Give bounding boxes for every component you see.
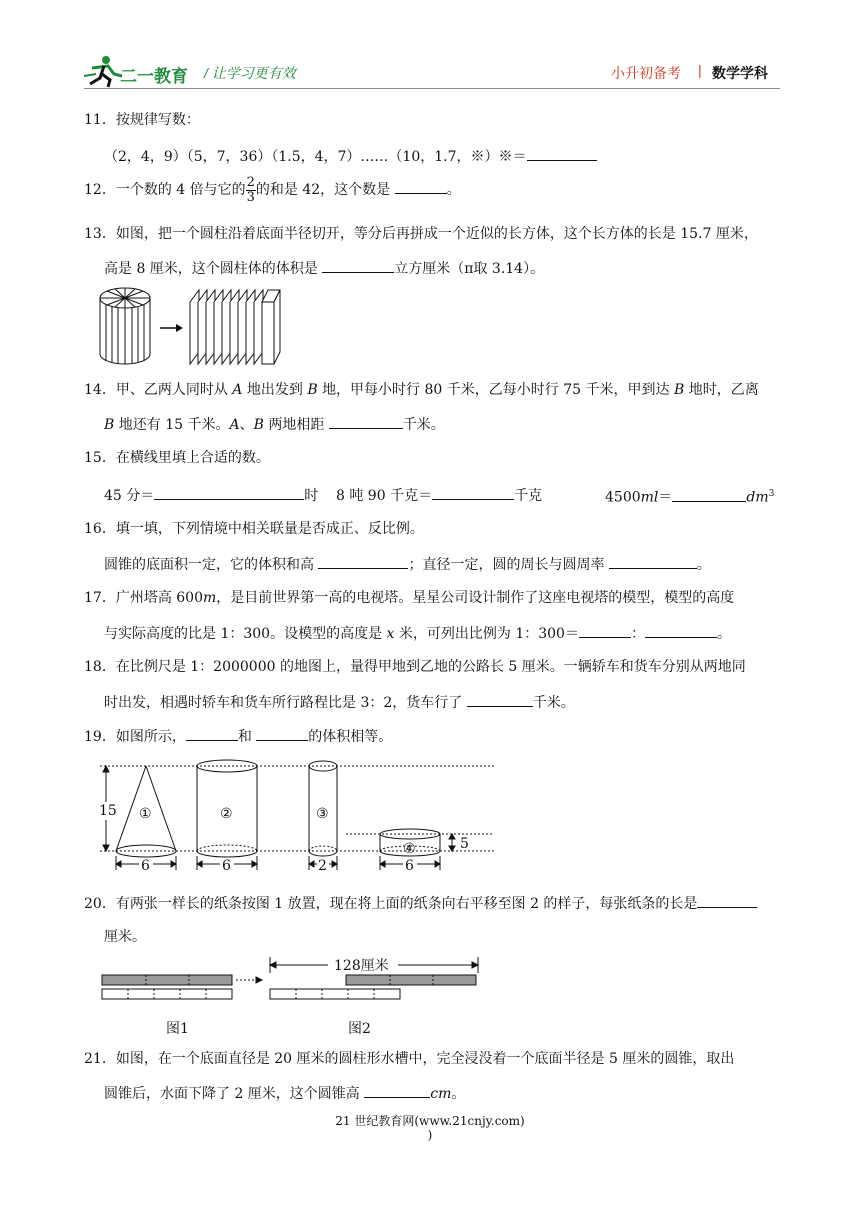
q21-answer-blank[interactable] <box>364 1083 430 1098</box>
header-separator: | <box>698 62 702 78</box>
q13-answer-blank[interactable] <box>322 258 394 273</box>
header <box>0 0 860 90</box>
q14-line2b: 、 <box>239 417 254 433</box>
q14-line2a: 地还有 15 千米。 <box>118 417 230 433</box>
height-label-15: 15 <box>99 803 117 819</box>
q17-line1 <box>84 589 734 607</box>
q15-c <box>605 485 774 507</box>
q12-frac-den: 3 <box>246 189 255 205</box>
q12-text-after: 的和是 42，这个数是 <box>255 182 391 198</box>
q16-end: 。 <box>696 557 711 573</box>
q18-line1: 18．在比例尺是 1：2000000 的地图上，量得甲地到乙地的公路长 5 厘米。一辆轿车和货车分别从两地同 <box>84 659 746 675</box>
q11-sequence <box>104 146 597 166</box>
q14-line1d: 地时，乙离 <box>688 382 759 398</box>
q19-line <box>84 726 392 746</box>
q19-b: 的体积相等。 <box>308 729 393 745</box>
q11-title: 11．按规律写数： <box>84 112 200 128</box>
q17-line2a: 与实际高度的比是 1：300。设模型的高度是 <box>104 626 383 642</box>
q13-line2a: 高是 8 厘米，这个圆柱体的体积是 <box>104 261 318 277</box>
shape-label-3: ③ <box>316 806 329 822</box>
diam-label-2: 6 <box>222 858 231 874</box>
q15-c-ml: ml <box>640 489 659 506</box>
q21-line2 <box>104 1083 465 1103</box>
diam-label-3: 2 <box>318 858 327 874</box>
header-category: 小升初备考 <box>611 65 681 81</box>
header-subject: 数学学科 <box>712 65 768 81</box>
q12-line <box>84 175 461 205</box>
q17-blank-1[interactable] <box>579 623 631 638</box>
q14-line2d: 千米。 <box>402 417 445 433</box>
q15-a <box>104 485 318 505</box>
q14-line2c: 两地相距 <box>268 417 325 433</box>
shape-label-1: ① <box>139 806 152 822</box>
q20-line1-text: 20．有两张一样长的纸条按图 1 放置，现在将上面的纸条向右平移至图 2 的样子，每张纸条的长是 <box>84 896 698 912</box>
q13-line2b: 立方厘米（π取 3.14）。 <box>394 261 545 277</box>
q15-a-text: 45 分＝ <box>104 488 155 504</box>
q14-var-B: B <box>307 382 318 398</box>
fig2-caption: 图2 <box>348 1021 371 1037</box>
q11-sequence-text: （2，4，9）（5，7，36）（1.5，4，7）……（10，1.7，※）※＝ <box>104 149 527 165</box>
q18-line2b: 千米。 <box>532 695 575 711</box>
header-slogan: / 让学习更有效 <box>204 65 296 81</box>
q19-blank-2[interactable] <box>256 726 308 741</box>
q21-line2a: 圆锥后，水面下降了 2 厘米，这个圆锥高 <box>104 1086 360 1102</box>
q15-c-eq: ＝ <box>658 489 673 506</box>
q14-var-B2: B <box>673 382 685 398</box>
q15-b-blank[interactable] <box>432 485 514 500</box>
q20-line1 <box>84 893 757 913</box>
q21-line1: 21．如图，在一个底面直径是 20 厘米的圆柱形水槽中，完全浸没着一个底面半径是 5 厘米的圆锥，取出 <box>84 1051 735 1067</box>
q12-end: 。 <box>446 182 461 198</box>
q20-line2: 厘米。 <box>104 929 146 945</box>
q12-text-before: 12．一个数的 4 倍与它的 <box>84 182 246 198</box>
q18-line2 <box>104 692 575 712</box>
q19-blank-1[interactable] <box>186 726 238 741</box>
cylinder-shape <box>100 288 150 364</box>
q18-answer-blank[interactable] <box>467 692 533 707</box>
q17-line2 <box>104 623 731 643</box>
q16-line <box>104 554 711 574</box>
q15-a-unit: 时 <box>304 488 319 504</box>
q14-var-A: A <box>232 382 243 398</box>
height-label-5: 5 <box>460 836 469 852</box>
q12-frac-num: 2 <box>246 174 255 190</box>
q15-a-blank[interactable] <box>154 485 304 500</box>
q15-c-sup: 3 <box>768 489 775 499</box>
q15-title: 15．在横线里填上合适的数。 <box>84 450 270 466</box>
q16-mid: ；直径一定，圆的周长与圆周率 <box>408 557 605 573</box>
q14-var-A2: A <box>229 417 240 433</box>
fig2-bottom-strip <box>270 989 400 999</box>
q15-b-text: 8 吨 90 千克＝ <box>336 488 433 504</box>
q16-b-blank[interactable] <box>609 554 697 569</box>
q16-a-blank[interactable] <box>318 554 408 569</box>
q17-colon: ： <box>630 626 645 642</box>
q11-answer-blank[interactable] <box>527 146 597 161</box>
fig1-bottom-strip <box>102 989 232 999</box>
q16-title: 16．填一填，下列情境中相关联量是否成正、反比例。 <box>84 521 424 537</box>
diam-label-1: 6 <box>141 858 150 874</box>
q13-line1: 13．如图，把一个圆柱沿着底面半径切开，等分后再拼成一个近似的长方体，这个长方体的长是 15.7 厘米， <box>84 226 758 242</box>
q16-a: 圆锥的底面积一定，它的体积和高 <box>104 557 314 573</box>
fig1-top-strip <box>102 975 232 985</box>
q17-m: m <box>203 590 217 606</box>
fig1-caption: 图1 <box>166 1021 189 1037</box>
q12-fraction <box>246 176 256 205</box>
cuboid-shape <box>190 290 280 364</box>
shape-label-2: ② <box>220 806 233 822</box>
q17-x: x <box>386 626 395 642</box>
footer-paren: ) <box>427 1128 433 1142</box>
q17-end: 。 <box>716 626 731 642</box>
q14-line1c: 地，甲每小时行 80 千米，乙每小时行 75 千米，甲到达 <box>322 382 670 398</box>
q13-line2 <box>104 258 544 278</box>
q21-unit: cm <box>430 1086 452 1102</box>
arrow-right-icon <box>160 324 183 332</box>
q20-figure <box>98 953 488 1043</box>
q15-c-unit: dm <box>746 489 769 506</box>
header-divider <box>84 88 780 89</box>
shape-label-4: ④ <box>403 841 416 857</box>
logo-text: 二一教育 <box>120 67 188 86</box>
footer-site: 21 世纪教育网(www.21cnjy.com) <box>335 1114 525 1128</box>
q19-and: 和 <box>237 729 252 745</box>
q15-b <box>336 485 542 505</box>
q15-c-num: 4500 <box>605 489 641 506</box>
q14-var-B4: B <box>253 417 264 433</box>
q15-c-blank[interactable] <box>672 487 746 502</box>
q14-line1a: 14．甲、乙两人同时从 <box>84 382 228 398</box>
q14-var-B3: B <box>104 417 115 433</box>
diam-label-4: 6 <box>405 858 414 874</box>
q13-figure <box>98 286 284 368</box>
q17-blank-2[interactable] <box>645 623 717 638</box>
q21-end: 。 <box>451 1086 466 1102</box>
q14-line1b: 地出发到 <box>246 382 303 398</box>
q17-line2b: 米，可列出比例为 1：300＝ <box>398 626 579 642</box>
fig2-length-label: 128厘米 <box>334 958 389 974</box>
q17-line1b: ，是目前世界第一高的电视塔。星星公司设计制作了这座电视塔的模型，模型的高度 <box>216 590 735 606</box>
q14-line2 <box>104 414 445 434</box>
q12-answer-blank[interactable] <box>395 179 447 194</box>
q19-a: 19．如图所示， <box>84 729 186 745</box>
q14-line1 <box>84 381 759 399</box>
fig2-top-strip <box>346 975 476 985</box>
q15-b-unit: 千克 <box>514 488 543 504</box>
q18-line2a: 时出发，相遇时轿车和货车所行路程比是 3：2，货车行了 <box>104 695 463 711</box>
q17-line1a: 17．广州塔高 600 <box>84 590 203 606</box>
q14-answer-blank[interactable] <box>329 414 403 429</box>
q19-figure <box>96 756 498 876</box>
logo-runner-icon <box>84 54 124 88</box>
q20-answer-blank[interactable] <box>697 893 757 908</box>
